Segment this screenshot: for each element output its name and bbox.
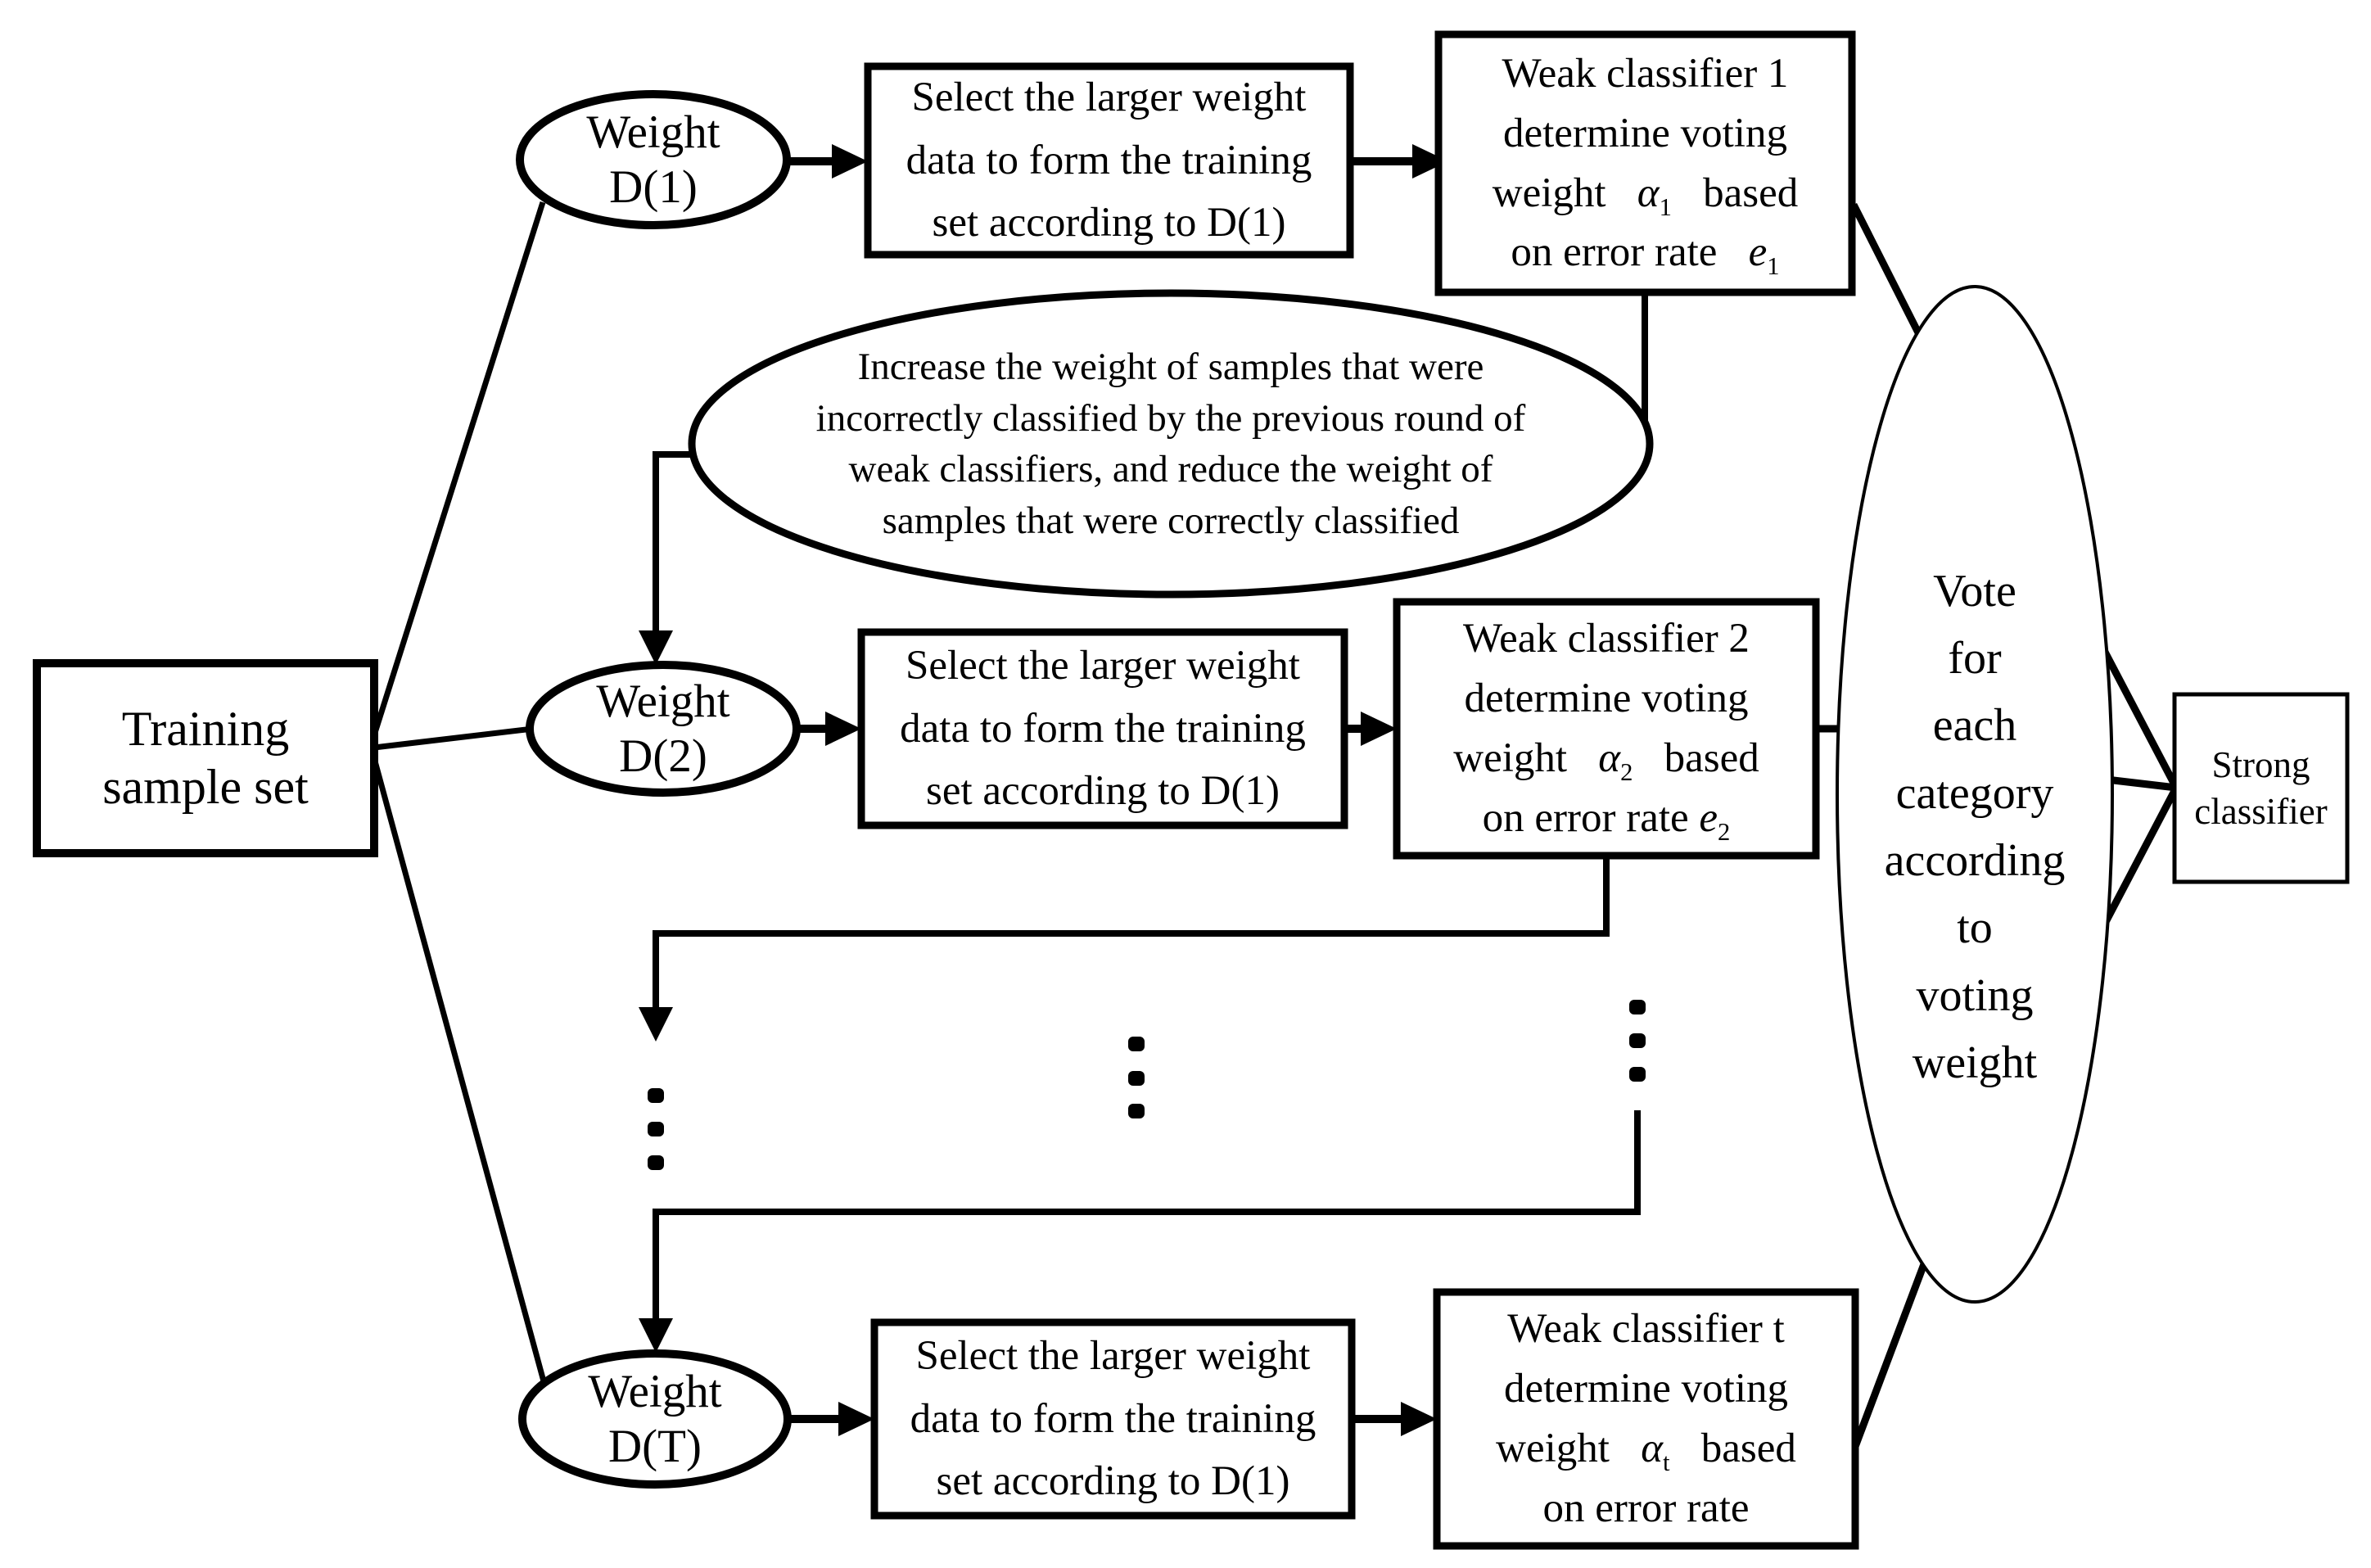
vote-ellipse-label: Vote for each category according to voting weight	[1884, 565, 2066, 1088]
arrowhead-into-select2	[825, 712, 861, 746]
dots-middle-1	[1128, 1037, 1145, 1051]
dots-right-1	[1629, 1000, 1646, 1014]
training-box-shape	[37, 663, 374, 853]
elbow-weak2-to-dots	[656, 856, 1606, 1009]
arrowhead-into-weak3	[1401, 1402, 1437, 1436]
dots-middle-3	[1128, 1104, 1145, 1118]
arrowhead-into-weight-dt	[639, 1318, 673, 1353]
weak-box-3-label: Weak classifier t determine voting weight $\alpha_t$ based on error rate	[1496, 1306, 1796, 1531]
dots-middle-2	[1128, 1071, 1145, 1086]
weight-dt-label: Weight D(T)	[588, 1365, 722, 1472]
arrowhead-above-dots	[639, 1007, 673, 1042]
select-box-1-shape	[868, 66, 1350, 255]
training-box-label: Training sample set	[102, 702, 309, 814]
weak-box-1-shape	[1438, 34, 1852, 292]
ellipsis-dots	[648, 1000, 1646, 1170]
select-box-3-shape	[874, 1322, 1352, 1516]
line-weakt-to-vote	[1854, 1238, 1934, 1451]
weak-box-3-shape	[1437, 1292, 1855, 1546]
select-box-2-label: Select the larger weight data to form the training set according to D(1)	[900, 643, 1306, 815]
update-ellipse-shape	[692, 293, 1650, 594]
elbow-update-to-weight-d2	[656, 454, 694, 634]
dots-left-1	[648, 1088, 664, 1103]
weight-dt-shape	[522, 1353, 788, 1484]
arrowhead-into-select1	[832, 144, 868, 178]
select-box-2-shape	[861, 632, 1344, 825]
line-training-to-weight-d2	[374, 729, 533, 748]
dots-left-3	[648, 1155, 664, 1170]
select-box-1-label: Select the larger weight data to form the training set according to D(1)	[905, 75, 1312, 246]
line-training-to-weight-d1	[374, 202, 543, 735]
update-ellipse-label: Increase the weight of samples that were incorrectly classified by the previous round of weak classifiers, and reduce the weight of samples that were correctly classified	[815, 346, 1526, 542]
arrowhead-into-weak2	[1361, 712, 1397, 746]
arrowhead-into-select3	[838, 1402, 874, 1436]
weak-box-2-label: Weak classifier 2 determine voting weight $\alpha_2$ based on error rate $e_2$	[1453, 616, 1759, 847]
weight-d2-shape	[530, 665, 797, 793]
weak-box-2-shape	[1397, 602, 1816, 856]
arrowhead-into-weight-d2	[639, 630, 673, 665]
dots-right-3	[1629, 1067, 1646, 1082]
select-box-3-label: Select the larger weight data to form the training set according to D(1)	[910, 1333, 1316, 1505]
weight-d1-label: Weight D(1)	[586, 106, 720, 213]
strong-box-shape	[2175, 694, 2347, 882]
line-training-to-weight-dt	[374, 758, 544, 1381]
dots-left-2	[648, 1122, 664, 1136]
strong-box-label: Strong classifier	[2194, 743, 2328, 832]
dots-right-2	[1629, 1033, 1646, 1048]
weak-box-1-label: Weak classifier 1 determine voting weight $\alpha_1$ based on error rate $e_1$	[1492, 50, 1799, 281]
vote-ellipse-shape	[1837, 287, 2112, 1302]
weight-d2-label: Weight D(2)	[596, 675, 730, 782]
weight-d1-shape	[520, 94, 787, 225]
